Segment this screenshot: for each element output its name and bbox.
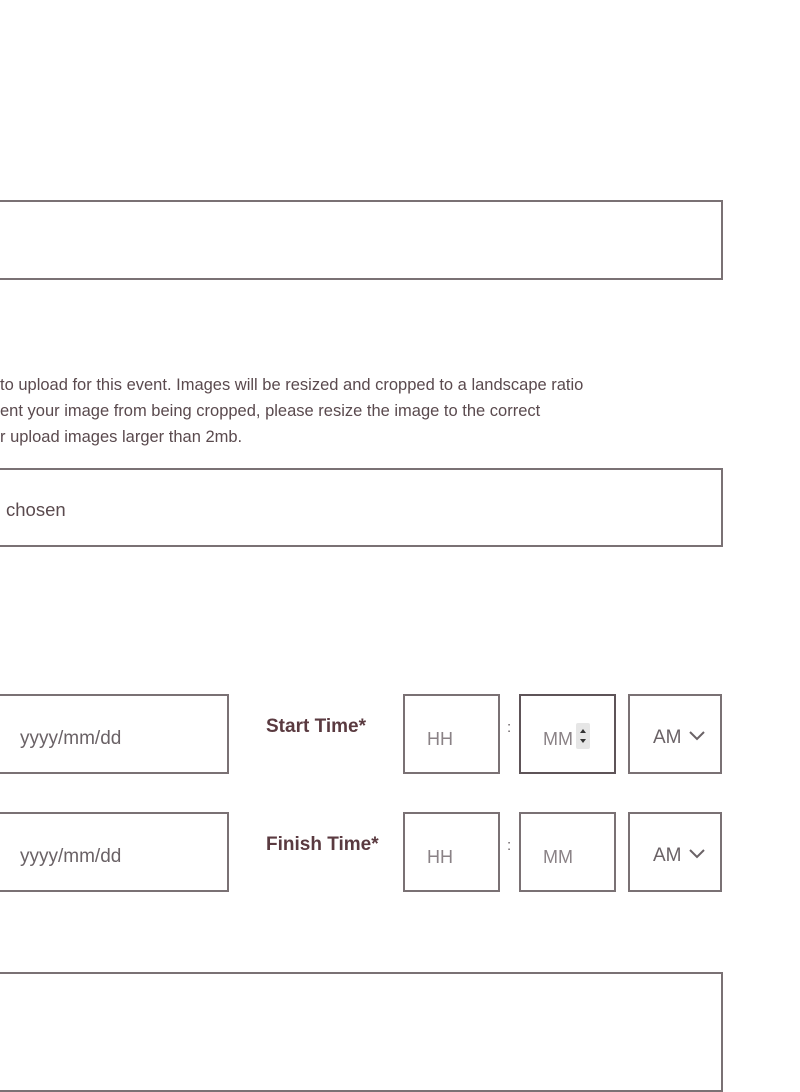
finish-minute-input[interactable] — [519, 812, 616, 892]
start-date-placeholder: yyyy/mm/dd — [20, 728, 122, 749]
chevron-down-icon — [688, 847, 706, 865]
finish-hour-input[interactable] — [403, 812, 500, 892]
start-ampm-select[interactable] — [628, 694, 722, 774]
event-title-input[interactable] — [0, 200, 723, 280]
chevron-down-icon — [688, 729, 706, 747]
event-description-textarea[interactable] — [0, 972, 723, 1092]
help-line: ent your image from being cropped, please resize the image to the correct — [0, 402, 541, 420]
start-minute-placeholder: MM — [543, 729, 573, 749]
start-time-separator: : — [507, 719, 512, 736]
file-status-text: chosen — [6, 499, 66, 520]
finish-date-input[interactable] — [0, 812, 229, 892]
spinner-arrows-icon[interactable] — [576, 723, 590, 749]
finish-ampm-value: AM — [653, 845, 682, 866]
finish-time-label: Finish Time* — [266, 834, 379, 855]
finish-hour-placeholder: HH — [427, 847, 453, 867]
image-file-input[interactable] — [0, 468, 723, 547]
help-line: to upload for this event. Images will be resized and cropped to a landscape ratio — [0, 376, 584, 394]
finish-minute-placeholder: MM — [543, 847, 573, 867]
start-ampm-value: AM — [653, 727, 682, 748]
finish-time-separator: : — [507, 837, 512, 854]
start-minute-input[interactable] — [519, 694, 616, 774]
start-hour-placeholder: HH — [427, 729, 453, 749]
start-date-input[interactable] — [0, 694, 229, 774]
start-time-label: Start Time* — [266, 716, 366, 737]
finish-ampm-select[interactable] — [628, 812, 722, 892]
finish-date-placeholder: yyyy/mm/dd — [20, 846, 122, 867]
help-line: r upload images larger than 2mb. — [0, 428, 243, 446]
image-upload-help — [0, 372, 780, 450]
start-hour-input[interactable] — [403, 694, 500, 774]
